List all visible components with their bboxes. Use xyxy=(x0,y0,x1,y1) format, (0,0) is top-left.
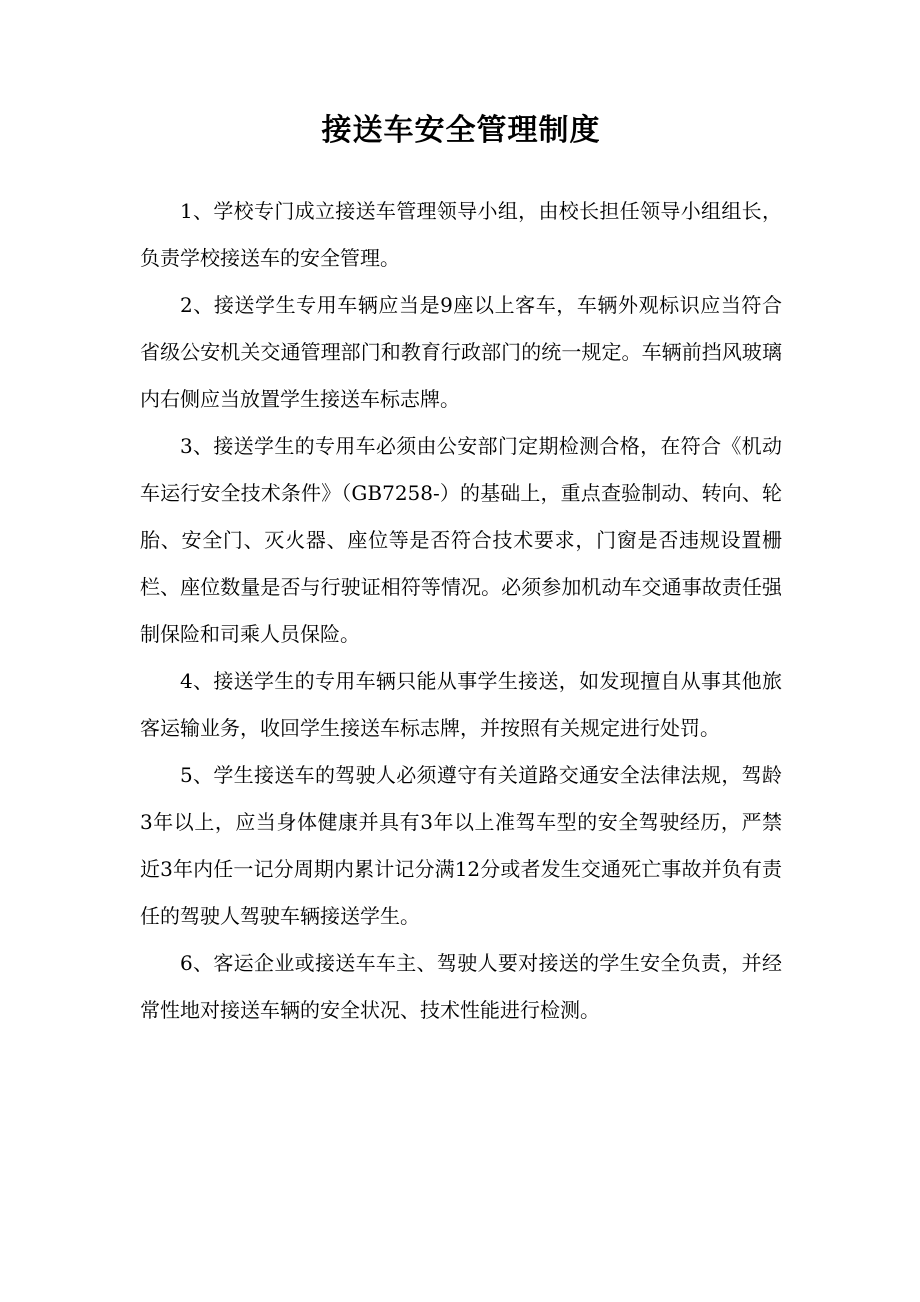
paragraph-3: 3、接送学生的专用车必须由公安部门定期检测合格，在符合《机动车运行安全技术条件》（GB7258-）的基础上，重点查验制动、转向、轮胎、安全门、灭火器、座位等是否符合技术要求，门窗是否违规设置栅栏、座位数量是否与行驶证相符等情况。必须参加机动车交通事故责任强制保险和司乘人员保险。 xyxy=(140,434,782,646)
document-title: 接送车安全管理制度 xyxy=(321,113,601,148)
paragraph-6: 6、客运企业或接送车车主、驾驶人要对接送的学生安全负责，并经常性地对接送车辆的安全状况、技术性能进行检测。 xyxy=(140,951,782,1022)
paragraph-1: 1、学校专门成立接送车管理领导小组，由校长担任领导小组组长，负责学校接送车的安全管理。 xyxy=(140,199,782,270)
document-body xyxy=(140,188,782,1034)
paragraph-4: 4、接送学生的专用车辆只能从事学生接送，如发现擅自从事其他旅客运输业务，收回学生接送车标志牌，并按照有关规定进行处罚。 xyxy=(140,669,782,740)
paragraph-2: 2、接送学生专用车辆应当是9座以上客车，车辆外观标识应当符合省级公安机关交通管理部门和教育行政部门的统一规定。车辆前挡风玻璃内右侧应当放置学生接送车标志牌。 xyxy=(140,293,782,411)
paragraph-5: 5、学生接送车的驾驶人必须遵守有关道路交通安全法律法规，驾龄3年以上，应当身体健康并具有3年以上准驾车型的安全驾驶经历，严禁近3年内任一记分周期内累计记分满12分或者发生交通死亡事故并负有责任的驾驶人驾驶车辆接送学生。 xyxy=(140,763,782,928)
